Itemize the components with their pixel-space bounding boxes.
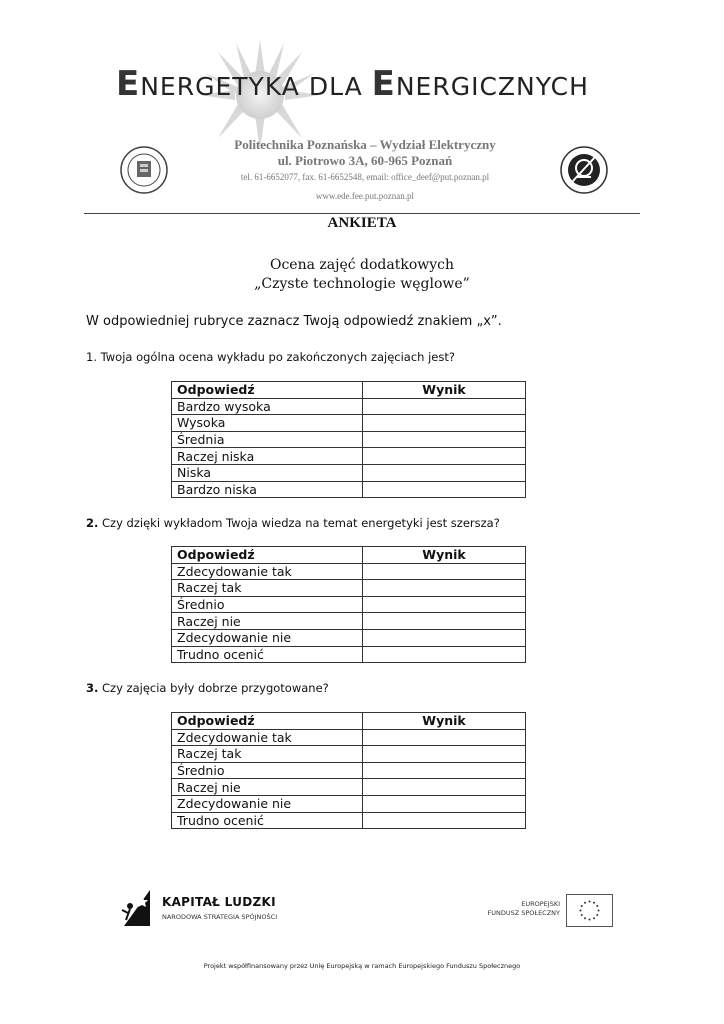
result-cell[interactable] (363, 481, 526, 498)
answer-option: Raczej niska (172, 448, 363, 465)
table-header-row (172, 713, 526, 730)
eu-star-icon (584, 917, 586, 919)
result-cell[interactable] (363, 779, 526, 796)
question-3 (86, 681, 329, 695)
answer-option: Zdecydowanie tak (172, 729, 363, 746)
question-2 (86, 516, 500, 530)
answer-option: Raczej nie (172, 613, 363, 630)
result-cell[interactable] (363, 646, 526, 663)
result-cell[interactable] (363, 795, 526, 812)
institution-website[interactable]: www.ede.fee.put.poznan.pl (315, 191, 415, 201)
answer-option: Średnio (172, 762, 363, 779)
logo-title-part-2: NERGICZNYCH (395, 72, 589, 101)
kapital-ludzki-subtitle: NARODOWA STRATEGIA SPÓJNOŚCI (162, 913, 278, 921)
result-cell[interactable] (363, 729, 526, 746)
answer-table-3 (171, 712, 526, 829)
table-row (172, 596, 526, 613)
efs-label-line-2: FUNDUSZ SPOŁECZNY (487, 909, 560, 917)
column-header-answer: Odpowiedź (172, 713, 363, 730)
institution-contact: tel. 61-6652077, fax. 61-6652548, email: office_deef@put.poznan.pl (240, 172, 490, 182)
table-header-row (172, 382, 526, 399)
answer-option: Raczej tak (172, 746, 363, 763)
answer-option: Bardzo wysoka (172, 398, 363, 415)
table-row (172, 415, 526, 432)
table-row (172, 629, 526, 646)
result-cell[interactable] (363, 596, 526, 613)
logo-title-cap-1: E (116, 64, 141, 104)
eu-star-icon (596, 905, 598, 907)
question-text: Twoja ogólna ocena wykładu po zakończonych zajęciach jest? (96, 350, 455, 364)
result-cell[interactable] (363, 464, 526, 481)
question-number: 2. (86, 516, 99, 530)
eu-star-icon (593, 902, 595, 904)
table-row (172, 580, 526, 597)
column-header-result: Wynik (363, 713, 526, 730)
result-cell[interactable] (363, 415, 526, 432)
document-title: ANKIETA (327, 215, 397, 231)
table-row (172, 746, 526, 763)
institution-name: Politechnika Poznańska – Wydział Elektryczny (234, 137, 496, 152)
result-cell[interactable] (363, 762, 526, 779)
answer-option: Raczej nie (172, 779, 363, 796)
answer-table-2 (171, 546, 526, 663)
eu-star-icon (581, 905, 583, 907)
result-cell[interactable] (363, 629, 526, 646)
funding-note: Projekt współfinansowany przez Unię Europejską w ramach Europejskiego Funduszu Społecznego (203, 962, 521, 970)
answer-option: Średnia (172, 431, 363, 448)
survey-subtitle-line-1: Ocena zajęć dodatkowych (269, 257, 455, 273)
kapital-ludzki-title: KAPITAŁ LUDZKI (162, 895, 276, 909)
answer-option: Raczej tak (172, 580, 363, 597)
survey-subtitle-line-2: „Czyste technologie węglowe” (254, 276, 470, 292)
question-text: Czy dzięki wykładom Twoja wiedza na temat energetyki jest szersza? (98, 516, 500, 530)
table-row (172, 431, 526, 448)
result-cell[interactable] (363, 398, 526, 415)
table-row (172, 448, 526, 465)
eu-star-icon (593, 917, 595, 919)
question-number: 1. (86, 350, 97, 364)
column-header-result: Wynik (363, 547, 526, 564)
answer-option: Niska (172, 464, 363, 481)
table-row (172, 481, 526, 498)
table-row (172, 563, 526, 580)
question-1 (86, 350, 455, 364)
result-cell[interactable] (363, 812, 526, 829)
result-cell[interactable] (363, 431, 526, 448)
answer-option: Zdecydowanie tak (172, 563, 363, 580)
eu-star-icon (584, 902, 586, 904)
table-row (172, 795, 526, 812)
eu-star-icon (598, 910, 600, 912)
table-row (172, 464, 526, 481)
result-cell[interactable] (363, 448, 526, 465)
table-row (172, 729, 526, 746)
eu-star-icon (581, 914, 583, 916)
table-row (172, 646, 526, 663)
question-text: Czy zajęcia były dobrze przygotowane? (98, 681, 329, 695)
logo-title-cap-2: E (371, 64, 396, 104)
eu-star-icon (596, 914, 598, 916)
table-row (172, 812, 526, 829)
table-row (172, 762, 526, 779)
result-cell[interactable] (363, 580, 526, 597)
answer-option: Bardzo niska (172, 481, 363, 498)
efs-label (480, 900, 560, 918)
result-cell[interactable] (363, 563, 526, 580)
answer-option: Trudno ocenić (172, 646, 363, 663)
instruction-text: W odpowiedniej rubryce zaznacz Twoją odpowiedź znakiem „x”. (86, 314, 502, 329)
eu-star-icon (589, 919, 591, 921)
answer-option: Wysoka (172, 415, 363, 432)
result-cell[interactable] (363, 613, 526, 630)
eu-star-icon (580, 910, 582, 912)
result-cell[interactable] (363, 746, 526, 763)
question-number: 3. (86, 681, 99, 695)
table-row (172, 779, 526, 796)
university-seal-icon (120, 146, 168, 194)
eu-star-icon (589, 901, 591, 903)
answer-option: Średnio (172, 596, 363, 613)
eu-flag-icon (566, 894, 613, 927)
answer-option: Zdecydowanie nie (172, 629, 363, 646)
header-divider (84, 213, 640, 214)
column-header-answer: Odpowiedź (172, 547, 363, 564)
table-row (172, 398, 526, 415)
institution-address: ul. Piotrowo 3A, 60-965 Poznań (277, 153, 453, 168)
efs-label-line-1: EUROPEJSKI (521, 900, 560, 908)
kapital-ludzki-logo-icon (120, 888, 154, 928)
column-header-result: Wynik (363, 382, 526, 399)
logo-title (116, 64, 616, 104)
answer-option: Trudno ocenić (172, 812, 363, 829)
logo-title-part-1: NERGETYKA DLA (140, 72, 372, 101)
answer-option: Zdecydowanie nie (172, 795, 363, 812)
column-header-answer: Odpowiedź (172, 382, 363, 399)
answer-table-1 (171, 381, 526, 498)
table-row (172, 613, 526, 630)
table-header-row (172, 547, 526, 564)
faculty-logo-icon (560, 146, 608, 194)
